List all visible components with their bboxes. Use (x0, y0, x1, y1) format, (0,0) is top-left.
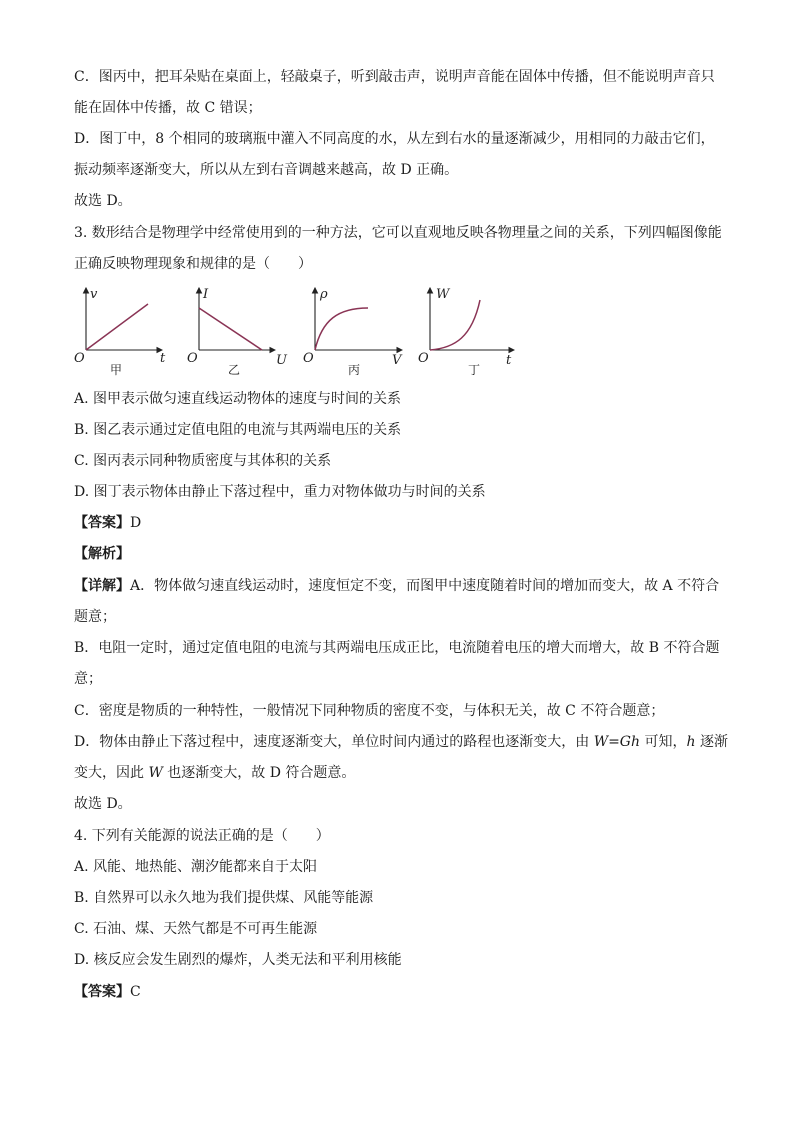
graph-caption: 乙 (228, 363, 241, 377)
answer-tag: 【答案】 (74, 984, 130, 1000)
detail-tag: 【详解】 (74, 578, 130, 594)
text-line: 题意； (74, 609, 116, 625)
answer-value: D (130, 515, 142, 531)
option-c: C. 石油、煤、天然气都是不可再生能源 (74, 921, 318, 937)
y-axis-label: v (90, 287, 98, 302)
analysis-heading: 【解析】 (74, 546, 130, 562)
question-3-graphs (70, 282, 530, 382)
option-d: D. 核反应会发生剧烈的爆炸，人类无法和平利用核能 (74, 952, 402, 968)
x-axis-label: t (506, 353, 512, 368)
y-axis-label: W (436, 287, 450, 302)
text-line: 振动频率逐渐变大，所以从左到右音调越来越高，故 D 正确。 (74, 162, 459, 178)
answer-value: C (130, 984, 141, 1000)
graph-curve (315, 308, 368, 350)
y-axis-label: I (203, 287, 209, 302)
text-line: C．图丙中，把耳朵贴在桌面上，轻敲桌子，听到敲击声，说明声音能在固体中传播，但不能说明声音只 (74, 69, 715, 85)
origin-label: O (303, 351, 314, 366)
option-c: C. 图丙表示同种物质密度与其体积的关系 (74, 453, 332, 469)
option-a: A. 图甲表示做匀速直线运动物体的速度与时间的关系 (74, 391, 402, 407)
graph-caption: 丙 (348, 363, 361, 377)
graph-yi (187, 287, 288, 377)
x-axis-label: V (392, 353, 402, 368)
text-line: 变大，因此 W 也逐渐变大，故 D 符合题意。 (74, 765, 356, 781)
answer-line (74, 983, 141, 1001)
option-a: A. 风能、地热能、潮汐能都来自于太阳 (74, 859, 318, 875)
graph-ding (418, 287, 514, 377)
text-line: D．物体由静止下落过程中，速度逐渐变大，单位时间内通过的路程也逐渐变大，由 W=Gh 可知，h 逐渐 (74, 734, 728, 750)
origin-label: O (74, 351, 85, 366)
graphs-svg (70, 282, 530, 382)
x-axis-label: U (276, 353, 287, 368)
text-line: B．电阻一定时，通过定值电阻的电流与其两端电压成正比，电流随着电压的增大而增大，故 B 不符合题 (74, 640, 720, 656)
graph-caption: 甲 (110, 363, 123, 377)
origin-label: O (187, 351, 198, 366)
text-line: 能在固体中传播，故 C 错误； (74, 100, 262, 116)
detail-line: 【详解】A．物体做匀速直线运动时，速度恒定不变，而图甲中速度随着时间的增加而变大，故 A 不符合 (74, 578, 720, 594)
graph-curve (86, 304, 148, 350)
text-line: C．密度是物质的一种特性，一般情况下同种物质的密度不变，与体积无关，故 C 不符合题意； (74, 703, 665, 719)
text-line: 故选 D。 (74, 193, 132, 209)
graph-jia (74, 287, 166, 377)
x-axis-label: t (160, 351, 166, 366)
graph-curve (430, 300, 480, 350)
question-4-stem: 4. 下列有关能源的说法正确的是（ ） (74, 828, 330, 844)
text-line: 故选 D。 (74, 796, 132, 812)
y-axis-label: ρ (320, 287, 328, 302)
option-b: B. 自然界可以永久地为我们提供煤、风能等能源 (74, 890, 374, 906)
answer-line (74, 514, 141, 532)
origin-label: O (418, 351, 429, 366)
question-3-stem: 正确反映物理现象和规律的是（ ） (74, 256, 312, 272)
text-line: 意； (74, 671, 102, 687)
answer-tag: 【答案】 (74, 515, 130, 531)
question-3-stem: 3. 数形结合是物理学中经常使用到的一种方法，它可以直观地反映各物理量之间的关系，下列四幅图像能 (74, 225, 722, 241)
graph-curve (199, 308, 262, 350)
text-line: D．图丁中，8 个相同的玻璃瓶中灌入不同高度的水，从左到右水的量逐渐减少，用相同的力敲击它们， (74, 131, 715, 147)
option-b: B. 图乙表示通过定值电阻的电流与其两端电压的关系 (74, 422, 402, 438)
option-d: D. 图丁表示物体由静止下落过程中，重力对物体做功与时间的关系 (74, 484, 486, 500)
graph-caption: 丁 (468, 363, 481, 377)
graph-bing (303, 287, 403, 377)
